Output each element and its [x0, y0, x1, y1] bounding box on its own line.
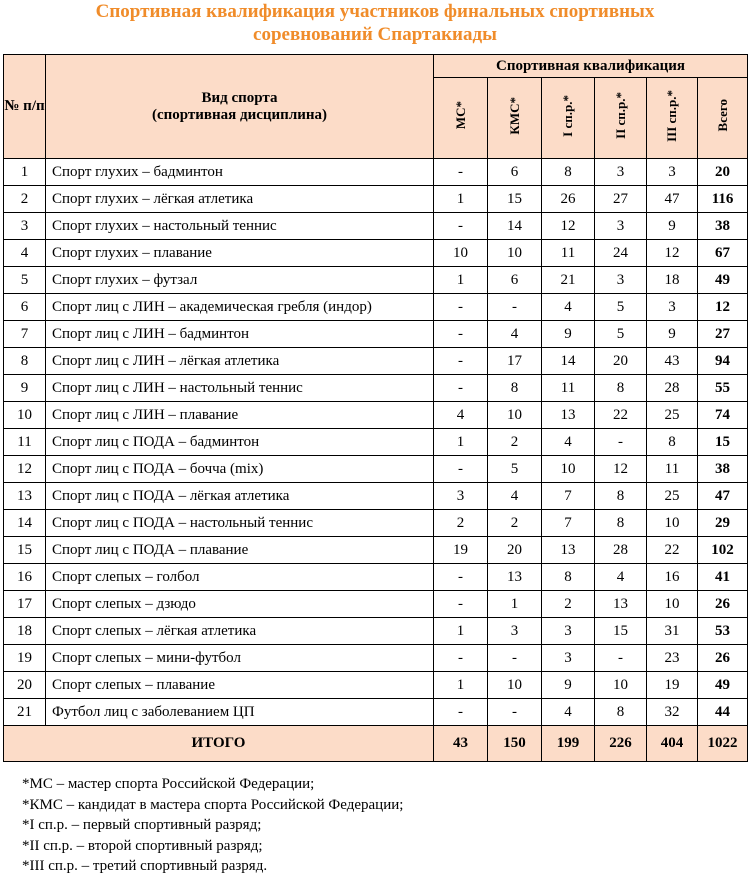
- row-ms: 19: [434, 537, 488, 564]
- table-row: [4, 564, 748, 591]
- row-sport: Спорт лиц с ПОДА – лёгкая атлетика: [46, 483, 434, 510]
- row-total: 49: [698, 267, 748, 294]
- row-sport: Спорт слепых – мини-футбол: [46, 645, 434, 672]
- row-2-rank: 3: [595, 213, 647, 240]
- row-kms: 4: [488, 321, 542, 348]
- table-row: [4, 348, 748, 375]
- row-3-rank: 23: [647, 645, 698, 672]
- row-total: 38: [698, 213, 748, 240]
- row-ms: -: [434, 294, 488, 321]
- row-2-rank: 5: [595, 294, 647, 321]
- row-total: 20: [698, 159, 748, 186]
- row-1-rank: 11: [542, 240, 595, 267]
- table-body: [4, 159, 748, 726]
- total-row: [4, 726, 748, 762]
- row-ms: 2: [434, 510, 488, 537]
- row-2-rank: 22: [595, 402, 647, 429]
- row-sport: Спорт лиц с ЛИН – плавание: [46, 402, 434, 429]
- row-1-rank: 21: [542, 267, 595, 294]
- row-1-rank: 13: [542, 537, 595, 564]
- qualification-table: [3, 54, 748, 762]
- row-kms: 17: [488, 348, 542, 375]
- row-ms: -: [434, 348, 488, 375]
- row-3-rank: 43: [647, 348, 698, 375]
- row-total: 102: [698, 537, 748, 564]
- header-col-kms-label: КМС*: [506, 96, 522, 135]
- table-row: [4, 483, 748, 510]
- row-ms: 1: [434, 186, 488, 213]
- row-ms: -: [434, 645, 488, 672]
- row-sport: Спорт слепых – дзюдо: [46, 591, 434, 618]
- row-total: 67: [698, 240, 748, 267]
- row-1-rank: 4: [542, 429, 595, 456]
- row-3-rank: 16: [647, 564, 698, 591]
- row-num: 11: [4, 429, 46, 456]
- row-ms: 1: [434, 267, 488, 294]
- row-sport: Футбол лиц с заболеванием ЦП: [46, 699, 434, 726]
- row-2-rank: 15: [595, 618, 647, 645]
- row-3-rank: 9: [647, 213, 698, 240]
- row-1-rank: 14: [542, 348, 595, 375]
- row-ms: -: [434, 591, 488, 618]
- row-sport: Спорт слепых – голбол: [46, 564, 434, 591]
- row-kms: 10: [488, 672, 542, 699]
- row-3-rank: 31: [647, 618, 698, 645]
- row-sport: Спорт лиц с ЛИН – настольный теннис: [46, 375, 434, 402]
- row-num: 7: [4, 321, 46, 348]
- header-num: [4, 55, 46, 159]
- row-ms: -: [434, 699, 488, 726]
- row-3-rank: 22: [647, 537, 698, 564]
- row-1-rank: 2: [542, 591, 595, 618]
- table-row: [4, 294, 748, 321]
- table-row: [4, 159, 748, 186]
- row-1-rank: 9: [542, 321, 595, 348]
- row-ms: 1: [434, 618, 488, 645]
- row-num: 14: [4, 510, 46, 537]
- row-1-rank: 8: [542, 159, 595, 186]
- row-kms: 14: [488, 213, 542, 240]
- table-row: [4, 618, 748, 645]
- row-sport: Спорт слепых – плавание: [46, 672, 434, 699]
- row-sport: Спорт лиц с ПОДА – настольный теннис: [46, 510, 434, 537]
- row-total: 12: [698, 294, 748, 321]
- row-num: 13: [4, 483, 46, 510]
- row-sport: Спорт глухих – лёгкая атлетика: [46, 186, 434, 213]
- table-row: [4, 213, 748, 240]
- row-num: 21: [4, 699, 46, 726]
- row-3-rank: 12: [647, 240, 698, 267]
- total-all: 1022: [698, 726, 748, 762]
- header-col-2-rank-label: II сп.р.*: [612, 92, 628, 139]
- table-row: [4, 699, 748, 726]
- row-total: 55: [698, 375, 748, 402]
- row-total: 26: [698, 645, 748, 672]
- row-num: 4: [4, 240, 46, 267]
- row-3-rank: 32: [647, 699, 698, 726]
- row-num: 12: [4, 456, 46, 483]
- row-num: 2: [4, 186, 46, 213]
- row-num: 5: [4, 267, 46, 294]
- table-row: [4, 321, 748, 348]
- row-sport: Спорт лиц с ЛИН – лёгкая атлетика: [46, 348, 434, 375]
- page-title-line-1: Спортивная квалификация участников финальных спортивных: [95, 1, 655, 22]
- row-2-rank: 8: [595, 483, 647, 510]
- row-sport: Спорт глухих – бадминтон: [46, 159, 434, 186]
- footnote: *III сп.р. – третий спортивный разряд.: [22, 858, 268, 874]
- row-ms: -: [434, 564, 488, 591]
- row-3-rank: 47: [647, 186, 698, 213]
- row-ms: 4: [434, 402, 488, 429]
- row-3-rank: 10: [647, 510, 698, 537]
- row-3-rank: 8: [647, 429, 698, 456]
- row-2-rank: 20: [595, 348, 647, 375]
- row-num: 17: [4, 591, 46, 618]
- header-col-ms: [434, 78, 488, 159]
- table-row: [4, 402, 748, 429]
- row-kms: -: [488, 645, 542, 672]
- row-total: 49: [698, 672, 748, 699]
- row-1-rank: 7: [542, 483, 595, 510]
- header-sport-line-1: Вид спорта: [201, 89, 278, 106]
- row-total: 116: [698, 186, 748, 213]
- row-kms: 5: [488, 456, 542, 483]
- table-row: [4, 429, 748, 456]
- row-ms: -: [434, 375, 488, 402]
- table-row: [4, 186, 748, 213]
- page-title: [0, 0, 750, 46]
- row-total: 44: [698, 699, 748, 726]
- header-col-3-rank-label: III сп.р.*: [664, 89, 679, 142]
- row-kms: 10: [488, 240, 542, 267]
- row-2-rank: 5: [595, 321, 647, 348]
- row-kms: 3: [488, 618, 542, 645]
- table-row: [4, 240, 748, 267]
- row-1-rank: 9: [542, 672, 595, 699]
- total-1-rank: 199: [542, 726, 595, 762]
- row-1-rank: 8: [542, 564, 595, 591]
- total-ms: 43: [434, 726, 488, 762]
- row-kms: -: [488, 294, 542, 321]
- row-num: 1: [4, 159, 46, 186]
- row-2-rank: 13: [595, 591, 647, 618]
- header-num-label: № п/п: [4, 98, 45, 114]
- row-total: 41: [698, 564, 748, 591]
- table-row: [4, 672, 748, 699]
- header-col-1-rank-label: I сп.р.*: [560, 94, 575, 137]
- row-3-rank: 19: [647, 672, 698, 699]
- row-1-rank: 12: [542, 213, 595, 240]
- footnotes: [22, 774, 403, 877]
- row-kms: -: [488, 699, 542, 726]
- row-sport: Спорт лиц с ПОДА – бочча (mix): [46, 456, 434, 483]
- row-kms: 10: [488, 402, 542, 429]
- row-sport: Спорт глухих – настольный теннис: [46, 213, 434, 240]
- row-kms: 4: [488, 483, 542, 510]
- row-kms: 2: [488, 510, 542, 537]
- row-2-rank: 8: [595, 699, 647, 726]
- row-ms: 1: [434, 429, 488, 456]
- header-col-1-rank: [542, 78, 595, 159]
- header-col-3-rank: [647, 78, 698, 159]
- row-total: 38: [698, 456, 748, 483]
- row-total: 26: [698, 591, 748, 618]
- row-num: 20: [4, 672, 46, 699]
- row-3-rank: 18: [647, 267, 698, 294]
- row-total: 27: [698, 321, 748, 348]
- header-col-ms-label: МС*: [452, 101, 468, 130]
- row-num: 15: [4, 537, 46, 564]
- row-3-rank: 9: [647, 321, 698, 348]
- row-1-rank: 3: [542, 618, 595, 645]
- row-1-rank: 7: [542, 510, 595, 537]
- row-2-rank: 24: [595, 240, 647, 267]
- row-1-rank: 4: [542, 699, 595, 726]
- table-row: [4, 591, 748, 618]
- row-2-rank: 8: [595, 375, 647, 402]
- row-sport: Спорт лиц с ПОДА – плавание: [46, 537, 434, 564]
- header-sport: [46, 55, 434, 159]
- row-total: 74: [698, 402, 748, 429]
- row-3-rank: 25: [647, 402, 698, 429]
- row-num: 6: [4, 294, 46, 321]
- table-row: [4, 510, 748, 537]
- table-row: [4, 537, 748, 564]
- row-kms: 8: [488, 375, 542, 402]
- row-num: 9: [4, 375, 46, 402]
- row-ms: -: [434, 159, 488, 186]
- footnote: *КМС – кандидат в мастера спорта Российской Федерации;: [22, 796, 404, 813]
- header-col-total: [698, 78, 748, 159]
- row-num: 3: [4, 213, 46, 240]
- row-1-rank: 26: [542, 186, 595, 213]
- row-total: 94: [698, 348, 748, 375]
- row-2-rank: 4: [595, 564, 647, 591]
- row-sport: Спорт лиц с ЛИН – бадминтон: [46, 321, 434, 348]
- row-num: 18: [4, 618, 46, 645]
- footnote: *I сп.р. – первый спортивный разряд;: [22, 817, 262, 833]
- header-sport-line-2: (спортивная дисциплина): [151, 106, 328, 123]
- row-kms: 15: [488, 186, 542, 213]
- total-kms: 150: [488, 726, 542, 762]
- row-kms: 13: [488, 564, 542, 591]
- row-3-rank: 11: [647, 456, 698, 483]
- row-kms: 20: [488, 537, 542, 564]
- row-num: 16: [4, 564, 46, 591]
- row-sport: Спорт глухих – футзал: [46, 267, 434, 294]
- row-2-rank: 10: [595, 672, 647, 699]
- header-col-total-label: Всего: [714, 99, 730, 132]
- row-2-rank: 3: [595, 159, 647, 186]
- total-3-rank: 404: [647, 726, 698, 762]
- row-sport: Спорт глухих – плавание: [46, 240, 434, 267]
- row-2-rank: 3: [595, 267, 647, 294]
- row-2-rank: 28: [595, 537, 647, 564]
- header-col-2-rank: [595, 78, 647, 159]
- row-ms: 10: [434, 240, 488, 267]
- row-2-rank: 8: [595, 510, 647, 537]
- row-total: 47: [698, 483, 748, 510]
- row-total: 53: [698, 618, 748, 645]
- row-ms: 1: [434, 672, 488, 699]
- header-qualification-group: Спортивная квалификация: [434, 55, 748, 78]
- page-title-line-2: соревнований Спартакиады: [253, 24, 497, 45]
- row-kms: 6: [488, 159, 542, 186]
- row-3-rank: 28: [647, 375, 698, 402]
- row-total: 29: [698, 510, 748, 537]
- row-sport: Спорт лиц с ЛИН – академическая гребля (индор): [46, 294, 434, 321]
- row-1-rank: 13: [542, 402, 595, 429]
- row-3-rank: 3: [647, 294, 698, 321]
- row-ms: -: [434, 321, 488, 348]
- row-2-rank: 27: [595, 186, 647, 213]
- total-label: ИТОГО: [4, 726, 434, 762]
- footnote: *МС – мастер спорта Российской Федерации;: [22, 776, 315, 792]
- row-ms: -: [434, 213, 488, 240]
- row-num: 10: [4, 402, 46, 429]
- row-3-rank: 10: [647, 591, 698, 618]
- row-1-rank: 10: [542, 456, 595, 483]
- row-kms: 6: [488, 267, 542, 294]
- table-row: [4, 375, 748, 402]
- row-num: 8: [4, 348, 46, 375]
- row-sport: Спорт слепых – лёгкая атлетика: [46, 618, 434, 645]
- row-2-rank: -: [595, 429, 647, 456]
- row-2-rank: 12: [595, 456, 647, 483]
- table-row: [4, 456, 748, 483]
- footnote: *II сп.р. – второй спортивный разряд;: [22, 837, 263, 854]
- table-row: [4, 267, 748, 294]
- row-1-rank: 3: [542, 645, 595, 672]
- row-1-rank: 4: [542, 294, 595, 321]
- row-2-rank: -: [595, 645, 647, 672]
- row-1-rank: 11: [542, 375, 595, 402]
- table-row: [4, 645, 748, 672]
- row-ms: -: [434, 456, 488, 483]
- row-3-rank: 3: [647, 159, 698, 186]
- row-kms: 2: [488, 429, 542, 456]
- row-total: 15: [698, 429, 748, 456]
- row-sport: Спорт лиц с ПОДА – бадминтон: [46, 429, 434, 456]
- header-col-kms: [488, 78, 542, 159]
- row-3-rank: 25: [647, 483, 698, 510]
- total-2-rank: 226: [595, 726, 647, 762]
- row-num: 19: [4, 645, 46, 672]
- row-ms: 3: [434, 483, 488, 510]
- row-kms: 1: [488, 591, 542, 618]
